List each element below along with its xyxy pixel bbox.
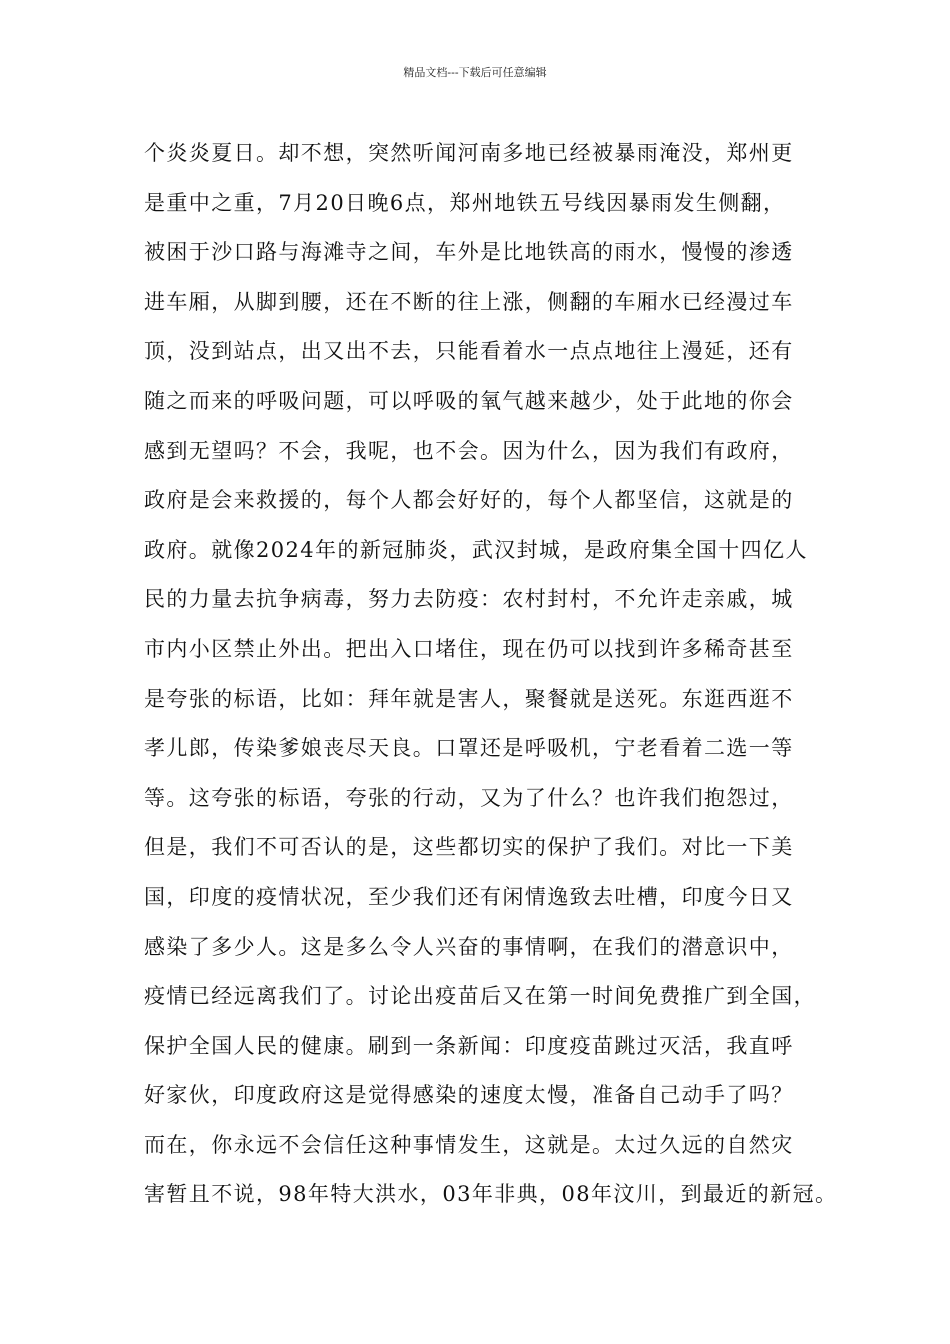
text-line: 感到无望吗？不会，我呢，也不会。因为什么，因为我们有政府，	[144, 438, 794, 463]
page-header: 精品文档---下载后可任意编辑	[403, 66, 547, 79]
text-line: 害暂且不说，98年特大洪水，03年非典，08年汶川，到最近的新冠。	[144, 1182, 838, 1207]
text-line: 政府。就像2024年的新冠肺炎，武汉封城，是政府集全国十四亿人	[144, 537, 808, 562]
text-line: 孝儿郎，传染爹娘丧尽天良。口罩还是呼吸机，宁老看着二选一等	[144, 736, 794, 761]
text-line: 好家伙，印度政府这是觉得感染的速度太慢，准备自己动手了吗？	[144, 1083, 794, 1108]
text-line: 国，印度的疫情状况，至少我们还有闲情逸致去吐槽，印度今日又	[144, 884, 794, 909]
body-text	[144, 131, 844, 1222]
text-line: 顶，没到站点，出又出不去，只能看着水一点点地往上漫延，还有	[144, 339, 794, 364]
text-line: 疫情已经远离我们了。讨论出疫苗后又在第一时间免费推广到全国，	[144, 984, 816, 1009]
text-line: 个炎炎夏日。却不想，突然听闻河南多地已经被暴雨淹没，郑州更	[144, 141, 794, 165]
text-line: 进车厢，从脚到腰，还在不断的往上涨，侧翻的车厢水已经漫过车	[144, 289, 794, 314]
text-line: 随之而来的呼吸问题，可以呼吸的氧气越来越少，处于此地的你会	[144, 388, 794, 413]
text-line: 是夸张的标语，比如：拜年就是害人，聚餐就是送死。东逛西逛不	[144, 686, 794, 711]
text-line: 但是，我们不可否认的是，这些都切实的保护了我们。对比一下美	[144, 835, 794, 860]
text-line: 感染了多少人。这是多么令人兴奋的事情啊，在我们的潜意识中，	[144, 934, 794, 959]
text-line: 等。这夸张的标语，夸张的行动，又为了什么？也许我们抱怨过，	[144, 785, 794, 810]
text-line: 民的力量去抗争病毒，努力去防疫：农村封村，不允许走亲戚，城	[144, 587, 794, 612]
text-line: 被困于沙口路与海滩寺之间，车外是比地铁高的雨水，慢慢的渗透	[144, 240, 794, 265]
text-line: 市内小区禁止外出。把出入口堵住，现在仍可以找到许多稀奇甚至	[144, 636, 794, 661]
text-line: 是重中之重，7月20日晚6点，郑州地铁五号线因暴雨发生侧翻，	[144, 190, 786, 215]
text-line: 保护全国人民的健康。刷到一条新闻：印度疫苗跳过灭活，我直呼	[144, 1033, 794, 1058]
text-line: 政府是会来救援的，每个人都会好好的，每个人都坚信，这就是的	[144, 488, 794, 513]
text-line: 而在，你永远不会信任这种事情发生，这就是。太过久远的自然灾	[144, 1132, 794, 1157]
